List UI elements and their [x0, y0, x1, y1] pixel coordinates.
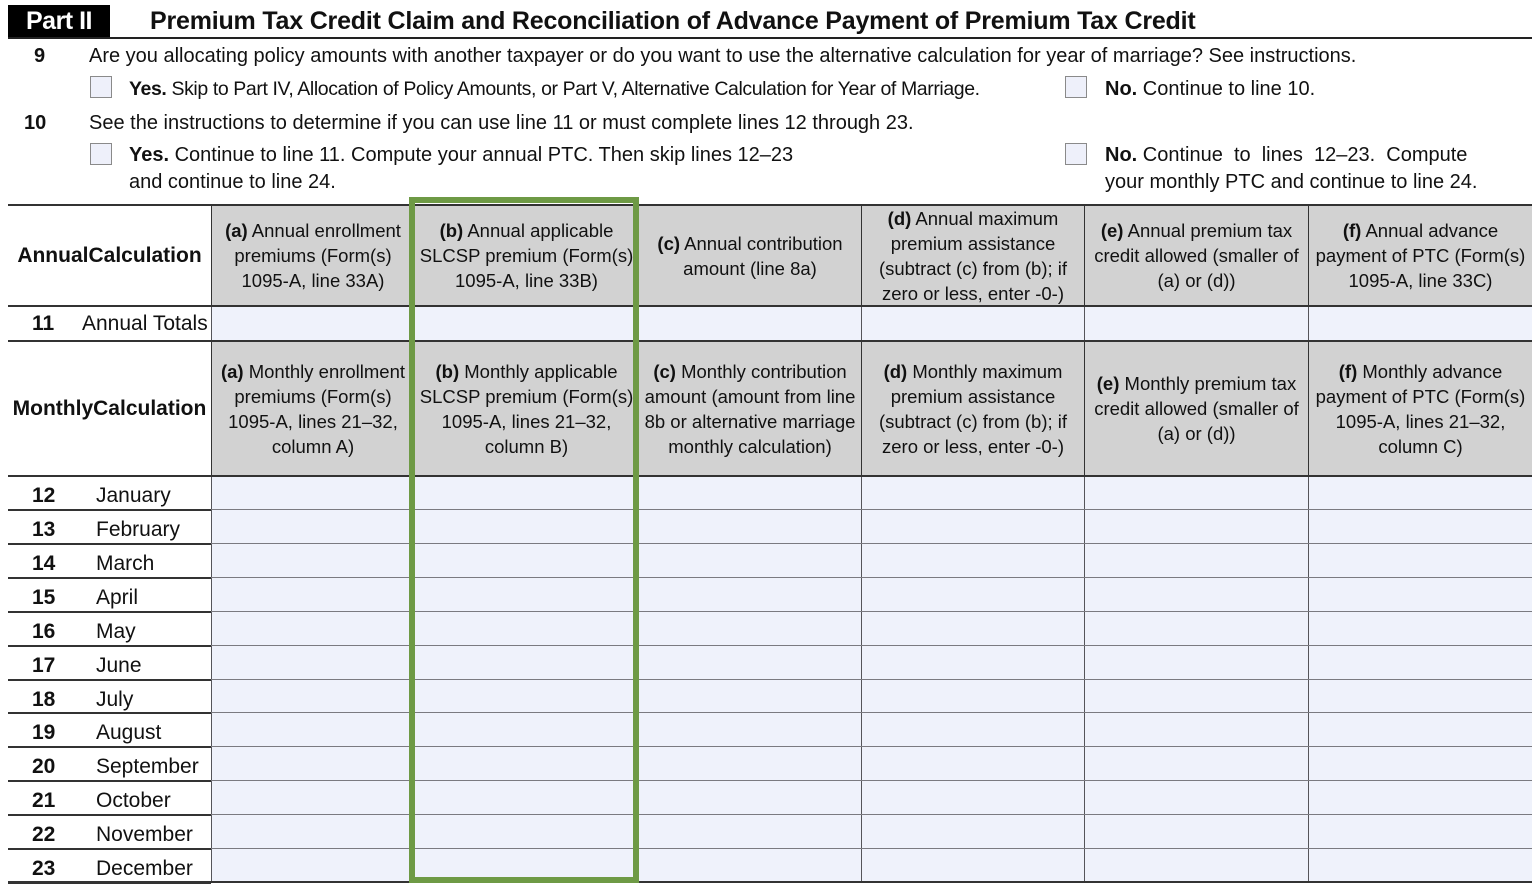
- line-14-col-a-input[interactable]: [211, 544, 414, 578]
- line-13-col-e-input[interactable]: [1084, 510, 1308, 544]
- line-14-col-e-input[interactable]: [1084, 544, 1308, 578]
- col-desc: Annual enrollment premiums (Form(s) 1095-A, line 33A): [234, 220, 401, 291]
- line-16-col-e-input[interactable]: [1084, 612, 1308, 646]
- line-12-col-c-input[interactable]: [638, 476, 861, 510]
- line-11-col-c-input[interactable]: [638, 306, 861, 341]
- line-22-col-a-input[interactable]: [211, 815, 414, 849]
- line-16-col-d-input[interactable]: [861, 612, 1084, 646]
- line-22-col-e-input[interactable]: [1084, 815, 1308, 849]
- line-14-col-c-input[interactable]: [638, 544, 861, 578]
- col-letter: (b): [435, 360, 460, 382]
- line-13-col-f-input[interactable]: [1308, 510, 1532, 544]
- line-20-col-d-input[interactable]: [861, 747, 1084, 781]
- line-9-question: Are you allocating policy amounts with another taxpayer or do you want to use the alternative calculation for year of marriage? See instructions.: [89, 45, 1357, 67]
- part-title: Premium Tax Credit Claim and Reconciliation of Advance Payment of Premium Tax Credit: [150, 7, 1196, 35]
- col-desc: Annual applicable SLCSP premium (Form(s) 1095-A, line 33B): [419, 220, 634, 291]
- month-row-label: [8, 510, 211, 544]
- line-11-col-b-input[interactable]: [414, 306, 638, 341]
- line-10-yes-checkbox[interactable]: [90, 143, 112, 165]
- line-11-label: [8, 306, 211, 341]
- table-bottom-rule: [8, 881, 1532, 883]
- line-18-col-e-input[interactable]: [1084, 680, 1308, 714]
- line-9-no-checkbox[interactable]: [1065, 76, 1087, 98]
- col-letter: (a): [220, 360, 244, 382]
- line-21-col-b-input[interactable]: [414, 781, 638, 815]
- line-17-col-d-input[interactable]: [861, 646, 1084, 680]
- month-name: May: [96, 619, 136, 643]
- line-10-no-text: Continue to lines 12–23. Compute: [1137, 144, 1468, 166]
- month-name: August: [96, 721, 162, 745]
- line-16-col-f-input[interactable]: [1308, 612, 1532, 646]
- annual-col-e-header: [1084, 205, 1308, 306]
- col-letter: (c): [657, 232, 681, 254]
- line-10-yes-text: Continue to line 11. Compute your annual PTC. Then skip lines 12–23: [169, 144, 794, 166]
- line-23-col-c-input[interactable]: [638, 849, 861, 883]
- month-name: April: [96, 585, 139, 609]
- line-19-col-b-input[interactable]: [414, 713, 638, 747]
- line-10-no-bold: No.: [1105, 144, 1138, 166]
- line-number: 13: [32, 517, 56, 541]
- line-23-col-f-input[interactable]: [1308, 849, 1532, 883]
- month-name: March: [96, 551, 155, 575]
- part-badge: Part II: [8, 5, 110, 37]
- line-23-col-e-input[interactable]: [1084, 849, 1308, 883]
- month-row-label: [8, 544, 211, 578]
- line-12-col-e-input[interactable]: [1084, 476, 1308, 510]
- month-name: February: [96, 517, 181, 541]
- line-12-col-b-input[interactable]: [414, 476, 638, 510]
- month-row-label: [8, 646, 211, 680]
- col-letter: (e): [1100, 220, 1124, 241]
- month-row-label: [8, 849, 211, 883]
- monthly-col-b-header: [414, 341, 638, 476]
- line-10-no-checkbox[interactable]: [1065, 143, 1087, 165]
- line-9-no-label: [1105, 78, 1315, 101]
- monthly-col-e-header: [1084, 341, 1308, 476]
- line-9-number: 9: [34, 45, 46, 67]
- line-16-col-a-input[interactable]: [211, 612, 414, 646]
- col-desc: Monthly premium tax credit allowed (smaller of (a) or (d)): [1094, 373, 1299, 444]
- line-9-yes-bold: Yes.: [129, 78, 167, 100]
- line-14-col-f-input[interactable]: [1308, 544, 1532, 578]
- line-12-col-f-input[interactable]: [1308, 476, 1532, 510]
- col-desc: Monthly contribution amount (amount from line 8b or alternative marriage monthly calculation): [644, 360, 856, 457]
- line-9-no-text: Continue to line 10.: [1137, 78, 1316, 100]
- line-17-col-c-input[interactable]: [638, 646, 861, 680]
- monthly-col-c-header: [638, 341, 861, 476]
- line-9-yes-checkbox[interactable]: [90, 76, 112, 98]
- line-11-col-d-input[interactable]: [861, 306, 1084, 341]
- line-15-col-d-input[interactable]: [861, 578, 1084, 612]
- col-letter: (f): [1342, 220, 1362, 241]
- col-desc: Annual premium tax credit allowed (smaller of (a) or (d)): [1094, 220, 1299, 291]
- line-22-col-d-input[interactable]: [861, 815, 1084, 849]
- month-name: October: [96, 789, 171, 813]
- line-11-col-a-input[interactable]: [211, 306, 414, 341]
- col-letter: (d): [883, 360, 908, 382]
- line-21-col-a-input[interactable]: [211, 781, 414, 815]
- col-desc: Annual maximum premium assistance (subtract (c) from (b); if zero or less, enter -0-): [878, 207, 1068, 304]
- line-21-col-f-input[interactable]: [1308, 781, 1532, 815]
- col-letter: (e): [1096, 373, 1120, 394]
- line-20-col-c-input[interactable]: [638, 747, 861, 781]
- line-number: 18: [32, 687, 56, 711]
- month-row-label: [8, 612, 211, 646]
- line-18-col-d-input[interactable]: [861, 680, 1084, 714]
- annual-col-a-header: [211, 205, 414, 306]
- line-16-col-b-input[interactable]: [414, 612, 638, 646]
- line-number: 19: [32, 721, 56, 745]
- line-16-col-c-input[interactable]: [638, 612, 861, 646]
- line-12-col-a-input[interactable]: [211, 476, 414, 510]
- month-row-label: [8, 747, 211, 781]
- line-20-col-f-input[interactable]: [1308, 747, 1532, 781]
- line-23-col-b-input[interactable]: [414, 849, 638, 883]
- line-19-col-d-input[interactable]: [861, 713, 1084, 747]
- line-20-col-e-input[interactable]: [1084, 747, 1308, 781]
- line-15-col-b-input[interactable]: [414, 578, 638, 612]
- line-17-col-b-input[interactable]: [414, 646, 638, 680]
- line-number: 21: [32, 789, 56, 813]
- line-15-col-c-input[interactable]: [638, 578, 861, 612]
- line-number: 15: [32, 585, 56, 609]
- line-23-col-d-input[interactable]: [861, 849, 1084, 883]
- col-desc: Monthly maximum premium assistance (subtract (c) from (b); if zero or less, enter -0-): [878, 360, 1068, 457]
- line-21-col-c-input[interactable]: [638, 781, 861, 815]
- line-19-col-e-input[interactable]: [1084, 713, 1308, 747]
- monthly-col-d-header: [861, 341, 1084, 476]
- line-13-col-c-input[interactable]: [638, 510, 861, 544]
- month-row-label: [8, 476, 211, 510]
- line-number: 22: [32, 823, 56, 847]
- line-18-col-a-input[interactable]: [211, 680, 414, 714]
- line-10-no-label: [1105, 144, 1467, 167]
- line-18-col-b-input[interactable]: [414, 680, 638, 714]
- line-number: 20: [32, 755, 56, 779]
- monthly-col-f-header: [1308, 341, 1532, 476]
- line-10-yes-text-cont: and continue to line 24.: [129, 171, 336, 193]
- line-15-col-e-input[interactable]: [1084, 578, 1308, 612]
- line-22-col-c-input[interactable]: [638, 815, 861, 849]
- line-10-yes-label: [129, 144, 793, 167]
- month-row-label: [8, 815, 211, 849]
- line-19-col-f-input[interactable]: [1308, 713, 1532, 747]
- monthly-calculation-label: [8, 341, 211, 476]
- monthly-label-line1: Monthly: [12, 397, 94, 420]
- col-letter: (f): [1338, 360, 1358, 382]
- line-20-col-a-input[interactable]: [211, 747, 414, 781]
- line-number: 17: [32, 653, 56, 677]
- annual-calculation-label: [8, 205, 211, 306]
- month-row-label: [8, 680, 211, 714]
- line-13-col-d-input[interactable]: [861, 510, 1084, 544]
- annual-col-b-header: [414, 205, 638, 306]
- line-number: 12: [32, 484, 56, 507]
- line-10-question: See the instructions to determine if you can use line 11 or must complete lines 12 through 23.: [89, 112, 914, 134]
- table-rule: [8, 340, 1532, 342]
- line-15-col-a-input[interactable]: [211, 578, 414, 612]
- line-10-number: 10: [24, 112, 47, 134]
- monthly-col-a-header: [211, 341, 414, 476]
- line-10-no-text-cont: your monthly PTC and continue to line 24.: [1105, 171, 1478, 193]
- table-rule: [8, 475, 1532, 477]
- line-19-col-c-input[interactable]: [638, 713, 861, 747]
- line-11-col-f-input[interactable]: [1308, 306, 1532, 341]
- col-letter: (a): [225, 220, 248, 241]
- line-9-yes-label: [129, 78, 980, 101]
- line-22-col-b-input[interactable]: [414, 815, 638, 849]
- annual-col-c-header: [638, 205, 861, 306]
- col-desc: Annual advance payment of PTC (Form(s) 1095-A, line 33C): [1315, 220, 1526, 291]
- col-letter: (d): [887, 207, 912, 229]
- line-9-yes-text: Skip to Part IV, Allocation of Policy Amounts, or Part V, Alternative Calculation for Year of Marriage.: [166, 78, 980, 100]
- line-12-col-d-input[interactable]: [861, 476, 1084, 510]
- table-rule: [8, 305, 1532, 307]
- col-desc: Monthly enrollment premiums (Form(s) 1095-A, lines 21–32, column A): [228, 360, 406, 457]
- month-row-label: [8, 781, 211, 815]
- line-17-col-e-input[interactable]: [1084, 646, 1308, 680]
- line-23-col-a-input[interactable]: [211, 849, 414, 883]
- line-18-col-f-input[interactable]: [1308, 680, 1532, 714]
- annual-col-f-header: [1308, 205, 1532, 306]
- line-14-col-b-input[interactable]: [414, 544, 638, 578]
- month-name: November: [96, 823, 193, 847]
- month-row-label: [8, 578, 211, 612]
- col-desc: Monthly advance payment of PTC (Form(s) 1095-A, lines 21–32, column C): [1315, 360, 1526, 457]
- line-19-col-a-input[interactable]: [211, 713, 414, 747]
- line-11-number: 11: [32, 312, 55, 335]
- month-name: June: [96, 653, 142, 677]
- line-20-col-b-input[interactable]: [414, 747, 638, 781]
- annual-label-line1: Annual: [17, 244, 89, 267]
- col-desc: Monthly applicable SLCSP premium (Form(s) 1095-A, lines 21–32, column B): [419, 360, 634, 457]
- line-18-col-c-input[interactable]: [638, 680, 861, 714]
- col-letter: (c): [653, 360, 676, 382]
- table-rule: [8, 204, 1532, 206]
- monthly-label-line2: Calculation: [93, 397, 207, 420]
- line-15-col-f-input[interactable]: [1308, 578, 1532, 612]
- line-10-yes-bold: Yes.: [129, 144, 170, 166]
- month-name: July: [96, 687, 134, 711]
- line-number: 23: [32, 857, 56, 881]
- month-name: September: [96, 755, 199, 779]
- line-11-text: Annual Totals: [82, 312, 208, 335]
- line-22-col-f-input[interactable]: [1308, 815, 1532, 849]
- annual-col-d-header: [861, 205, 1084, 306]
- annual-label-line2: Calculation: [88, 244, 202, 267]
- col-letter: (b): [439, 220, 464, 241]
- line-17-col-f-input[interactable]: [1308, 646, 1532, 680]
- month-name: December: [96, 857, 193, 881]
- line-13-col-a-input[interactable]: [211, 510, 414, 544]
- line-21-col-e-input[interactable]: [1084, 781, 1308, 815]
- line-9-no-bold: No.: [1105, 78, 1138, 100]
- line-13-col-b-input[interactable]: [414, 510, 638, 544]
- line-21-col-d-input[interactable]: [861, 781, 1084, 815]
- month-row-label: [8, 713, 211, 747]
- line-17-col-a-input[interactable]: [211, 646, 414, 680]
- col-desc: Annual contribution amount (line 8a): [680, 232, 843, 279]
- line-number: 14: [32, 551, 56, 575]
- line-number: 16: [32, 619, 56, 643]
- line-11-col-e-input[interactable]: [1084, 306, 1308, 341]
- month-name: January: [96, 484, 171, 507]
- line-14-col-d-input[interactable]: [861, 544, 1084, 578]
